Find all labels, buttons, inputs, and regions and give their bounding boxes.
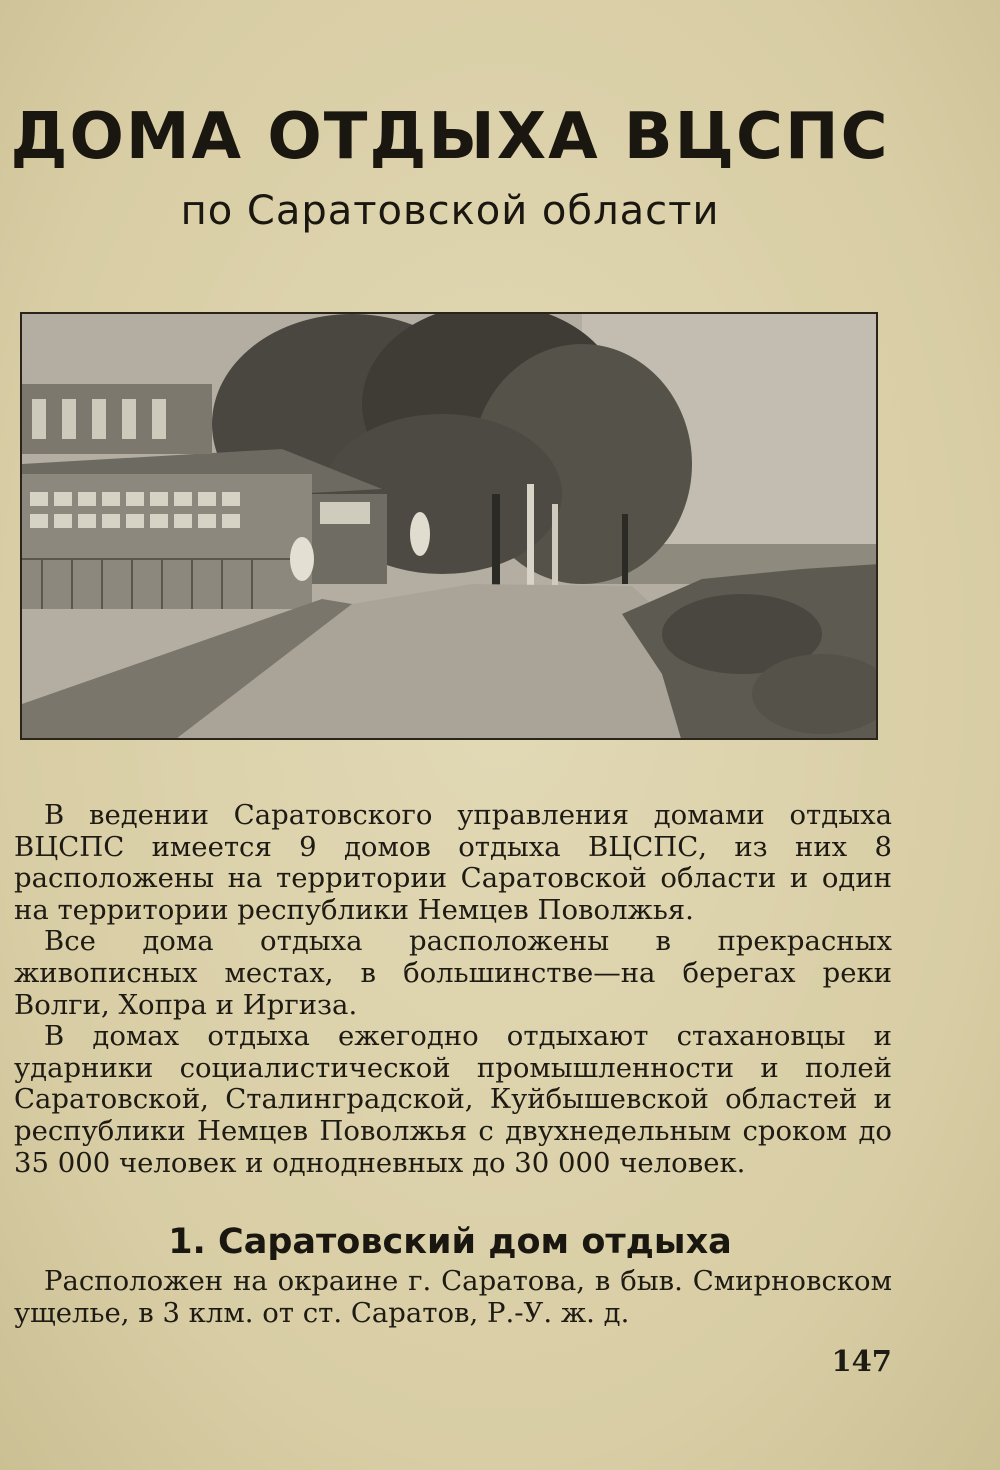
paragraph-2: Все дома отдыха расположены в прекрасных живописных местах, в большинстве—на берегах реки Волги, Хопра и Иргиза. <box>14 925 892 1021</box>
paragraph-3: В домах отдыха ежегодно отдыхают стахановцы и ударники социалистической промышленности и полей Саратовской, Сталинградской, Куйбышевской областей и республики Немцев Поволжья с двухнедельным сроком до 35 000 человек и однодневных до 30 000 человек. <box>14 1020 892 1179</box>
intro-text <box>14 800 892 1179</box>
section-heading: 1. Саратовский дом отдыха <box>168 1222 732 1262</box>
page-title: ДОМА ОТДЫХА ВЦСПС <box>10 100 890 174</box>
section-paragraph: Расположен на окраине г. Саратова, в быв. Смирновском ущелье, в 3 клм. от ст. Саратов, Р.-У. ж. д. <box>14 1265 892 1329</box>
section-text <box>14 1266 892 1329</box>
page-number: 147 <box>831 1344 892 1378</box>
rest-house-photo <box>20 312 878 740</box>
page-subtitle: по Саратовской области <box>180 188 720 234</box>
paragraph-1: В ведении Саратовского управления домами отдыха ВЦСПС имеется 9 домов отдыха ВЦСПС, из них 8 расположены на территории Саратовской области и один на территории республики Немцев Поволжья. <box>14 799 892 926</box>
